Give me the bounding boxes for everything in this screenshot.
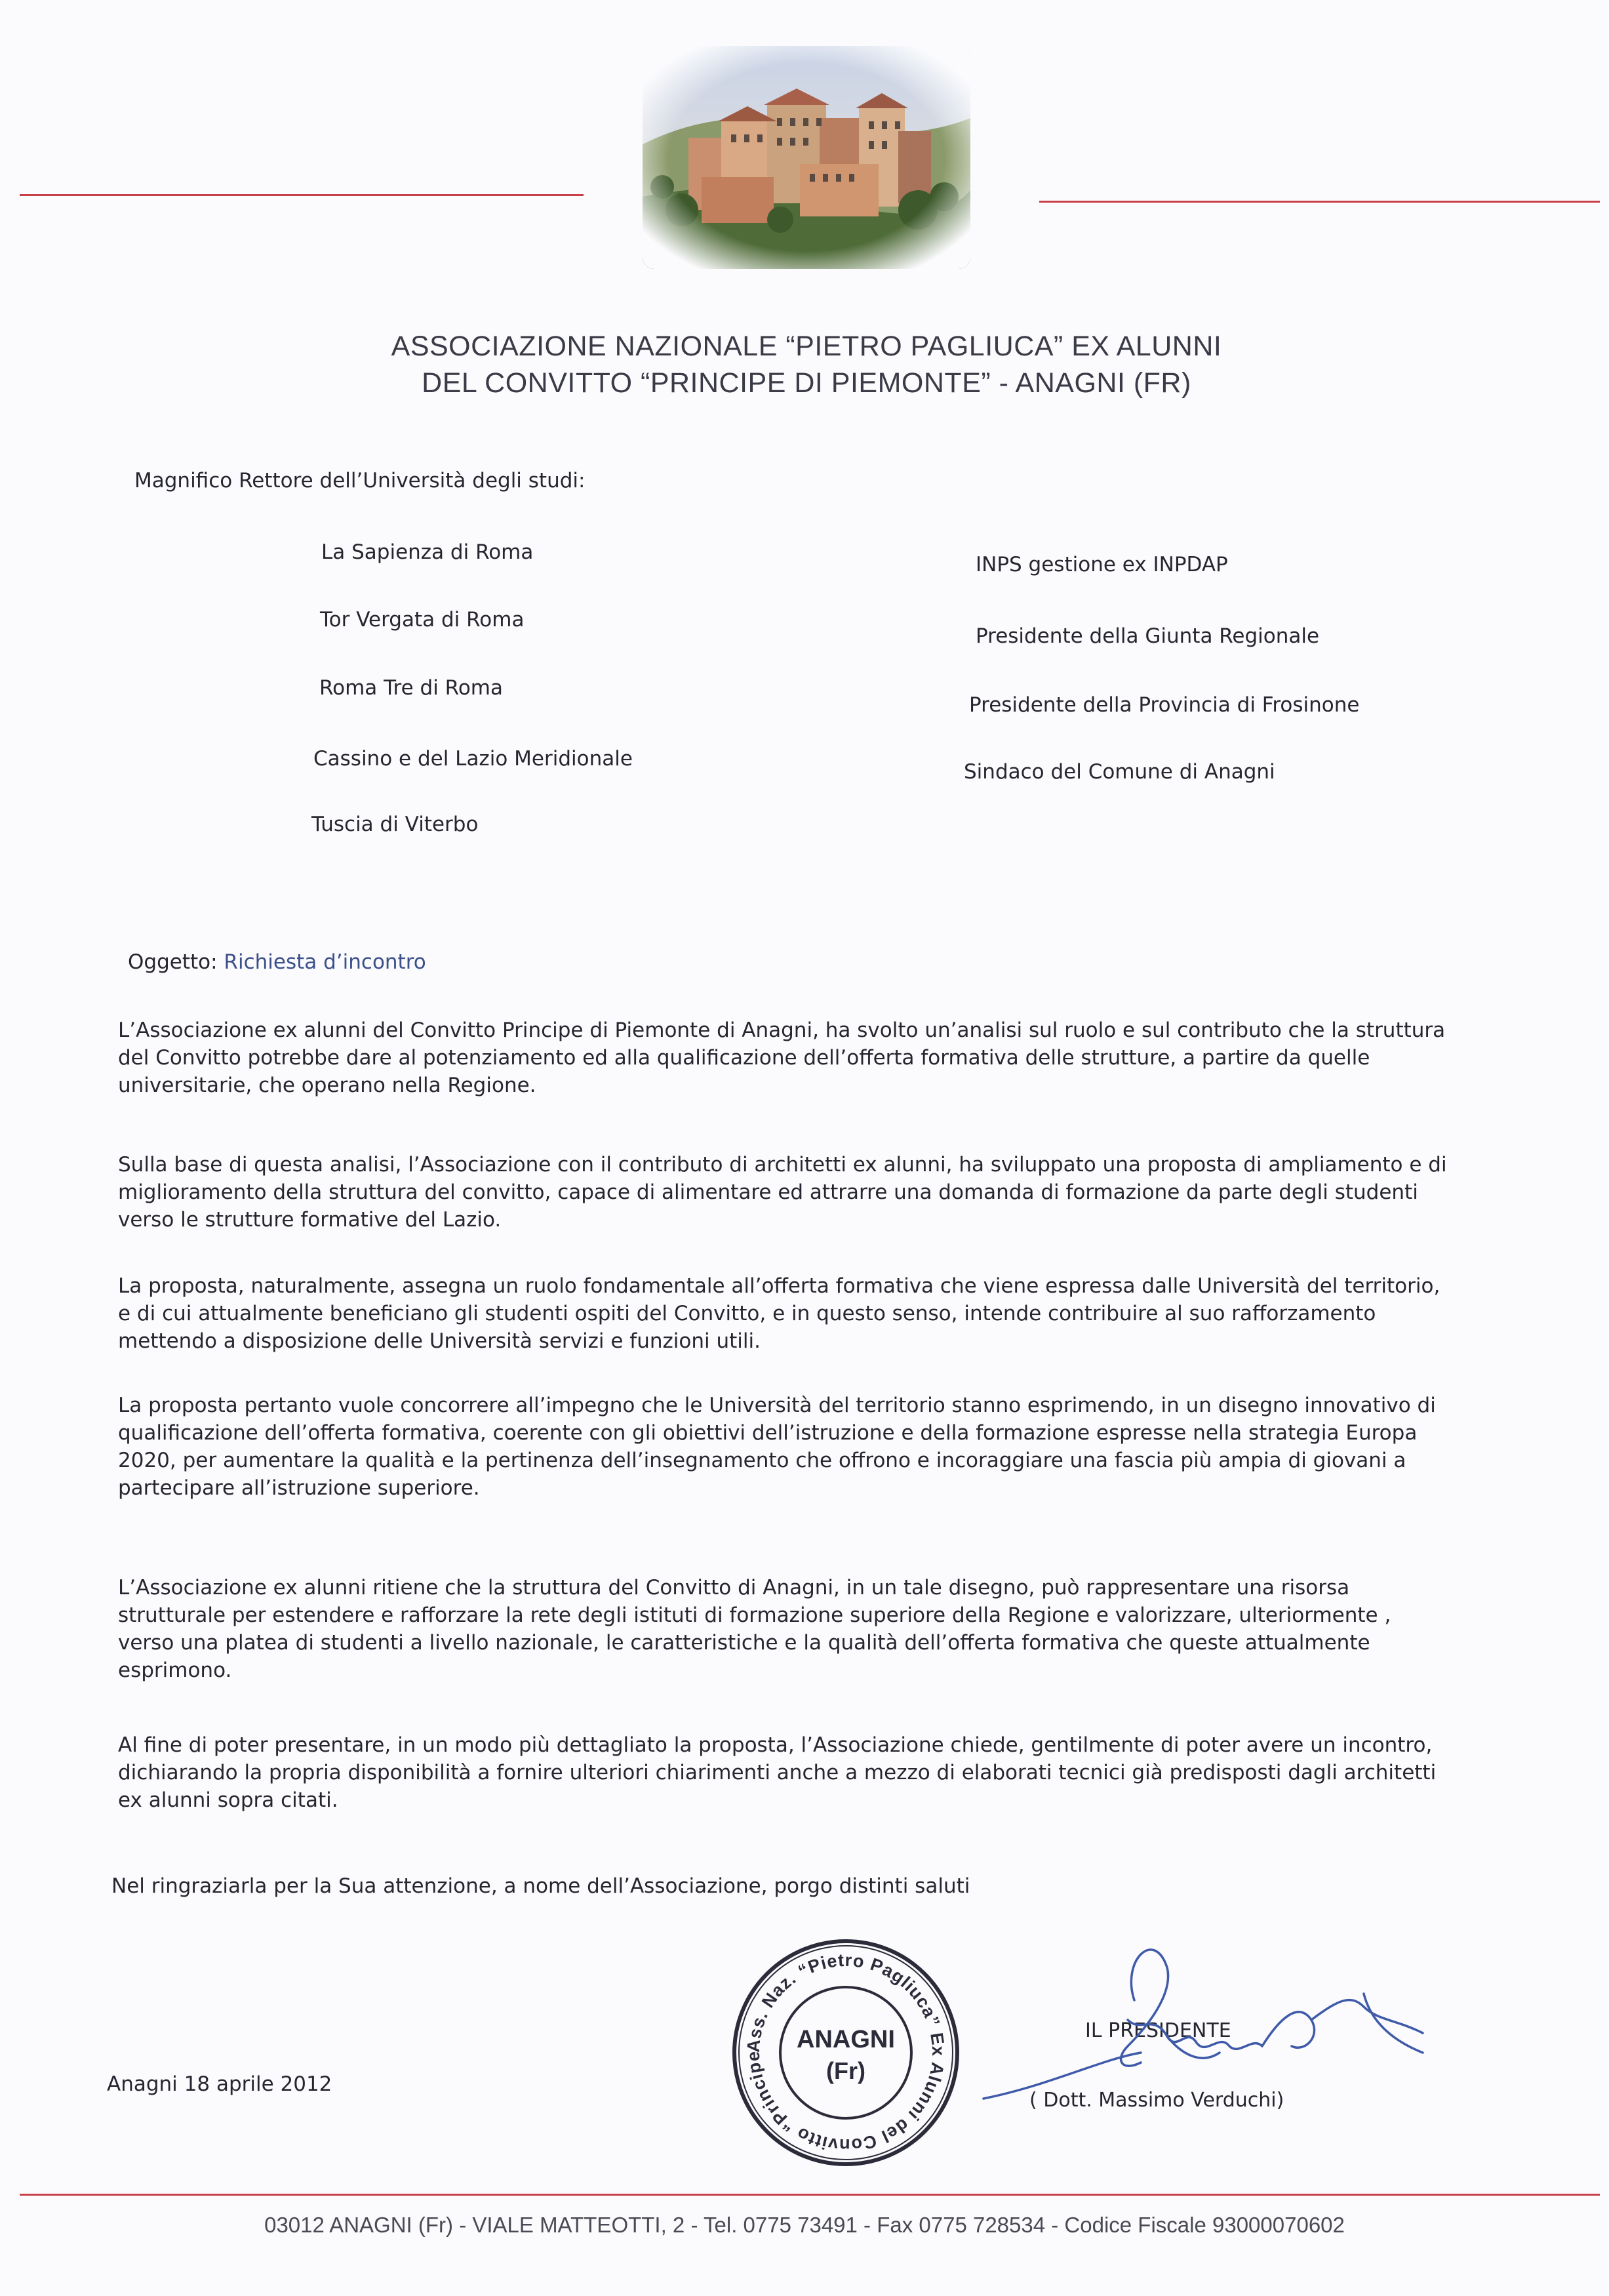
recipient-other: Sindaco del Comune di Anagni — [964, 760, 1275, 784]
paragraph-line: La proposta, naturalmente, assegna un ruolo fondamentale all’offerta formativa che viene espressa dalle Università del territorio, — [118, 1274, 1440, 1298]
paragraph-line: miglioramento della struttura del convitto, capace di alimentare ed attrarre una domanda di formazione da parte degli studenti — [118, 1180, 1418, 1204]
header-rule-left — [20, 194, 584, 196]
paragraph-line: L’Associazione ex alunni del Convitto Principe di Piemonte di Anagni, ha svolto un’analisi sul ruolo e sul contributo che la struttura — [118, 1018, 1446, 1042]
signatory-role: IL PRESIDENTE — [1085, 2019, 1231, 2042]
paragraph-line: partecipare all’istruzione superiore. — [118, 1476, 480, 1500]
subject-label: Oggetto: — [128, 950, 218, 974]
recipient-other: Presidente della Provincia di Frosinone — [969, 693, 1360, 717]
place-date: Anagni 18 aprile 2012 — [107, 2072, 332, 2096]
recipient-university: Roma Tre di Roma — [319, 676, 503, 700]
subject-value: Richiesta d’incontro — [224, 950, 426, 974]
body-paragraph-4 — [118, 1392, 1436, 1502]
recipient-university: Tor Vergata di Roma — [320, 608, 525, 632]
stamp-center-city: ANAGNI — [797, 2026, 895, 2053]
recipient-other: Presidente della Giunta Regionale — [976, 624, 1320, 648]
body-paragraph-3 — [118, 1272, 1440, 1355]
signatory-name: ( Dott. Massimo Verduchi) — [1029, 2089, 1284, 2112]
paragraph-line: verso le strutture formative del Lazio. — [118, 1208, 502, 1232]
association-title-line-1: ASSOCIAZIONE NAZIONALE “PIETRO PAGLIUCA” EX ALUNNI — [391, 331, 1222, 362]
paragraph-line: La proposta pertanto vuole concorrere all’impegno che le Università del territorio stanno esprimendo, in un disegno innovativo di — [118, 1394, 1436, 1417]
paragraph-line: 2020, per aumentare la qualità e la pertinenza dell’insegnamento che offrono e incoraggiare una fascia più ampia di giovani a — [118, 1449, 1406, 1472]
footer-address: 03012 ANAGNI (Fr) - VIALE MATTEOTTI, 2 - Tel. 0775 73491 - Fax 0775 728534 - Codice Fiscale 93000070602 — [264, 2213, 1345, 2237]
body-paragraph-1 — [118, 1017, 1445, 1099]
closing-line: Nel ringraziarla per la Sua attenzione, a nome dell’Associazione, porgo distinti saluti — [111, 1874, 970, 1898]
association-title — [328, 328, 1285, 401]
paragraph-line: e di cui attualmente beneficiano gli studenti ospiti del Convitto, e in questo senso, intende contribuire al suo rafforzamento — [118, 1302, 1376, 1325]
paragraph-line: verso una platea di studenti a livello nazionale, le caratteristiche e la qualità dell’offerta formativa che queste attualmente — [118, 1631, 1370, 1655]
body-paragraph-6 — [118, 1731, 1436, 1814]
paragraph-line: L’Associazione ex alunni ritiene che la struttura del Convitto di Anagni, in un tale disegno, può rappresentare una risorsa — [118, 1576, 1350, 1600]
paragraph-line: strutturale per estendere e rafforzare la rete degli istituti di formazione superiore della Regione e valorizzare, ulteriormente , — [118, 1603, 1391, 1627]
paragraph-line: mettendo a disposizione delle Università servizi e funzioni utili. — [118, 1329, 761, 1353]
body-paragraph-5 — [118, 1574, 1391, 1684]
handwritten-signature — [970, 1922, 1429, 2118]
recipient-other: INPS gestione ex INPDAP — [976, 553, 1228, 576]
footer-rule — [20, 2194, 1600, 2196]
paragraph-line: Al fine di poter presentare, in un modo più dettagliato la proposta, l’Associazione chiede, gentilmente di poter avere un incontro, — [118, 1733, 1433, 1757]
paragraph-line: esprimono. — [118, 1659, 232, 1682]
recipients-intro: Magnifico Rettore dell’Università degli studi: — [134, 469, 586, 493]
paragraph-line: Sulla base di questa analisi, l’Associazione con il contributo di architetti ex alunni, ha sviluppato una proposta di ampliamento e di — [118, 1153, 1447, 1177]
paragraph-line: ex alunni sopra citati. — [118, 1788, 338, 1812]
association-stamp — [728, 1935, 964, 2171]
association-title-line-2: DEL CONVITTO “PRINCIPE DI PIEMONTE” - ANAGNI (FR) — [422, 367, 1191, 399]
paragraph-line: universitarie, che operano nella Regione. — [118, 1074, 536, 1097]
paragraph-line: dichiarando la propria disponibilità a fornire ulteriori chiarimenti anche a mezzo di elaborati tecnici già predisposti dagli architetti — [118, 1761, 1437, 1784]
paragraph-line: qualificazione dell’offerta formativa, coerente con gli obiettivi dell’istruzione e della formazione espresse nella strategia Europa — [118, 1421, 1418, 1445]
stamp-center-province: (Fr) — [826, 2057, 865, 2084]
body-paragraph-2 — [118, 1151, 1447, 1234]
stamp-ring-text: Ass. Naz. “Pietro Pagliuca” Ex Alunni del Convitto “Principe — [743, 1950, 949, 2156]
subject-line — [128, 948, 426, 976]
header-rule-right — [1039, 201, 1600, 203]
paragraph-line: del Convitto potrebbe dare al potenziamento ed alla qualificazione dell’offerta formativa delle strutture, a partire da quelle — [118, 1046, 1370, 1070]
recipient-university: Tuscia di Viterbo — [311, 813, 479, 836]
recipient-university: Cassino e del Lazio Meridionale — [313, 747, 633, 771]
header-photo-convitto — [643, 46, 970, 269]
recipient-university: La Sapienza di Roma — [321, 540, 534, 564]
